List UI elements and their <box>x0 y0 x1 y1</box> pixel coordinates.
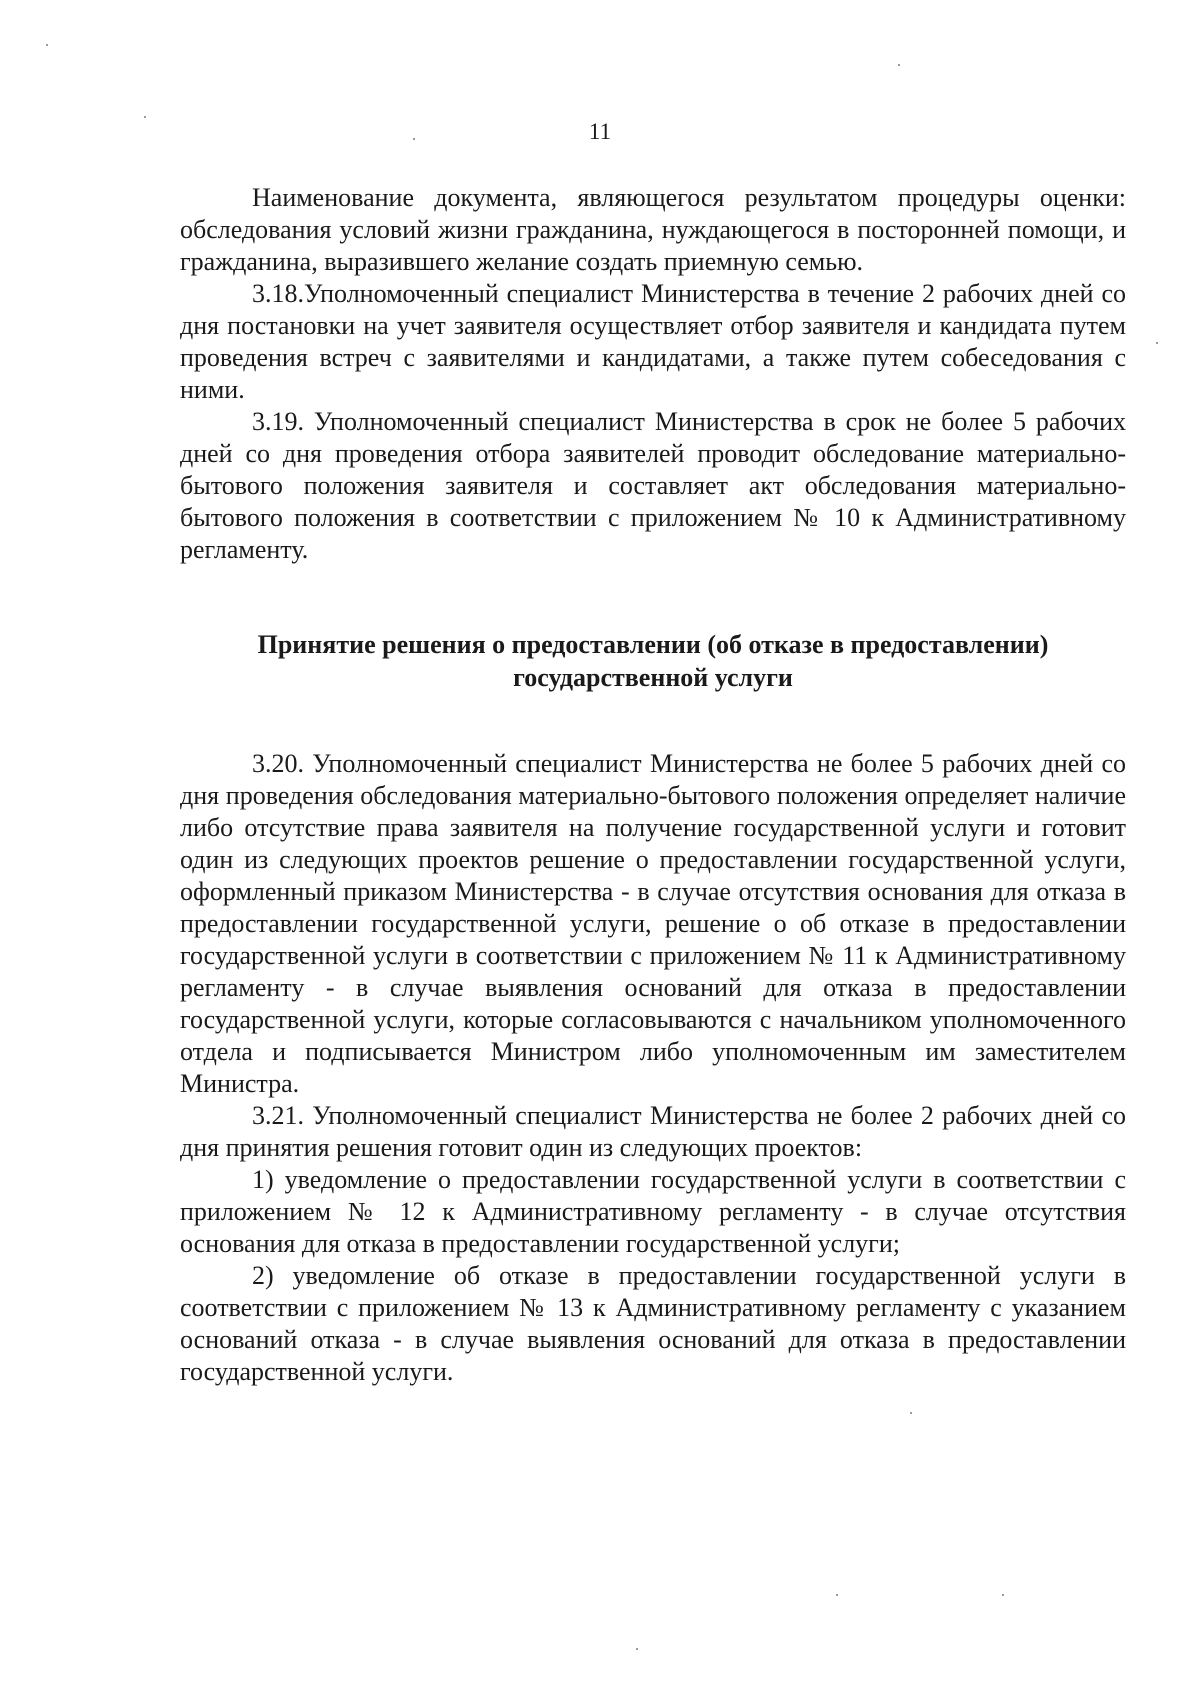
scan-speck <box>636 1648 638 1650</box>
scan-speck <box>898 64 900 66</box>
paragraph-3-21: 3.21. Уполномоченный специалист Министерства не более 2 рабочих дней со дня принятия решения готовит один из следующих проектов: <box>180 1101 1126 1162</box>
page-number: 11 <box>588 119 612 144</box>
scan-speck <box>144 116 146 118</box>
scan-speck <box>910 1412 912 1414</box>
scan-speck <box>413 138 415 140</box>
scan-speck <box>1002 1594 1004 1596</box>
section-heading-line-2: государственной услуги <box>513 663 793 692</box>
scan-speck <box>46 44 48 46</box>
section-heading <box>180 628 1126 694</box>
section-heading-line-1: Принятие решения о предоставлении (об отказе в предоставлении) <box>257 630 1049 659</box>
paragraph-3-19: 3.19. Уполномоченный специалист Министерства в срок не более 5 рабочих дней со дня проведения отбора заявителей проводит обследование материально-бытового положения заявителя и составляет акт обследования материально-бытового положения в соответствии с приложением № 10 к Административному регламенту. <box>180 407 1126 564</box>
document-body <box>180 182 1126 1388</box>
scan-speck <box>1156 342 1158 344</box>
paragraph-3-20: 3.20. Уполномоченный специалист Министерства не более 5 рабочих дней со дня проведения обследования материально-бытового положения определяет наличие либо отсутствие права заявителя на получение государственной услуги и готовит один из следующих проектов решение о предоставлении государственной услуги, оформленный приказом Министерства - в случае отсутствия основания для отказа в предоставлении государственной услуги, решение о об отказе в предоставлении государственной услуги в соответствии с приложением № 11 к Административному регламенту - в случае выявления оснований для отказа в предоставлении государственной услуги, которые согласовываются с начальником уполномоченного отдела и подписывается Министром либо уполномоченным им заместителем Министра. <box>180 749 1126 1098</box>
scan-speck <box>836 1594 838 1596</box>
list-item-1: 1) уведомление о предоставлении государственной услуги в соответствии с приложением № 12 к Административному регламенту - в случае отсутствия основания для отказа в предоставлении государственной услуги; <box>180 1165 1126 1258</box>
list-item-2: 2) уведомление об отказе в предоставлении государственной услуги в соответствии с приложением № 13 к Административному регламенту с указанием оснований отказа - в случае выявления оснований для отказа в предоставлении государственной услуги. <box>180 1261 1126 1386</box>
paragraph-result-document: Наименование документа, являющегося результатом процедуры оценки: обследования условий жизни гражданина, нуждающегося в посторонней помощи, и гражданина, выразившего желание создать приемную семью. <box>180 183 1126 276</box>
paragraph-3-18: 3.18.Уполномоченный специалист Министерства в течение 2 рабочих дней со дня постановки на учет заявителя осуществляет отбор заявителя и кандидата путем проведения встреч с заявителями и кандидатами, а также путем собеседования с ними. <box>180 279 1126 404</box>
